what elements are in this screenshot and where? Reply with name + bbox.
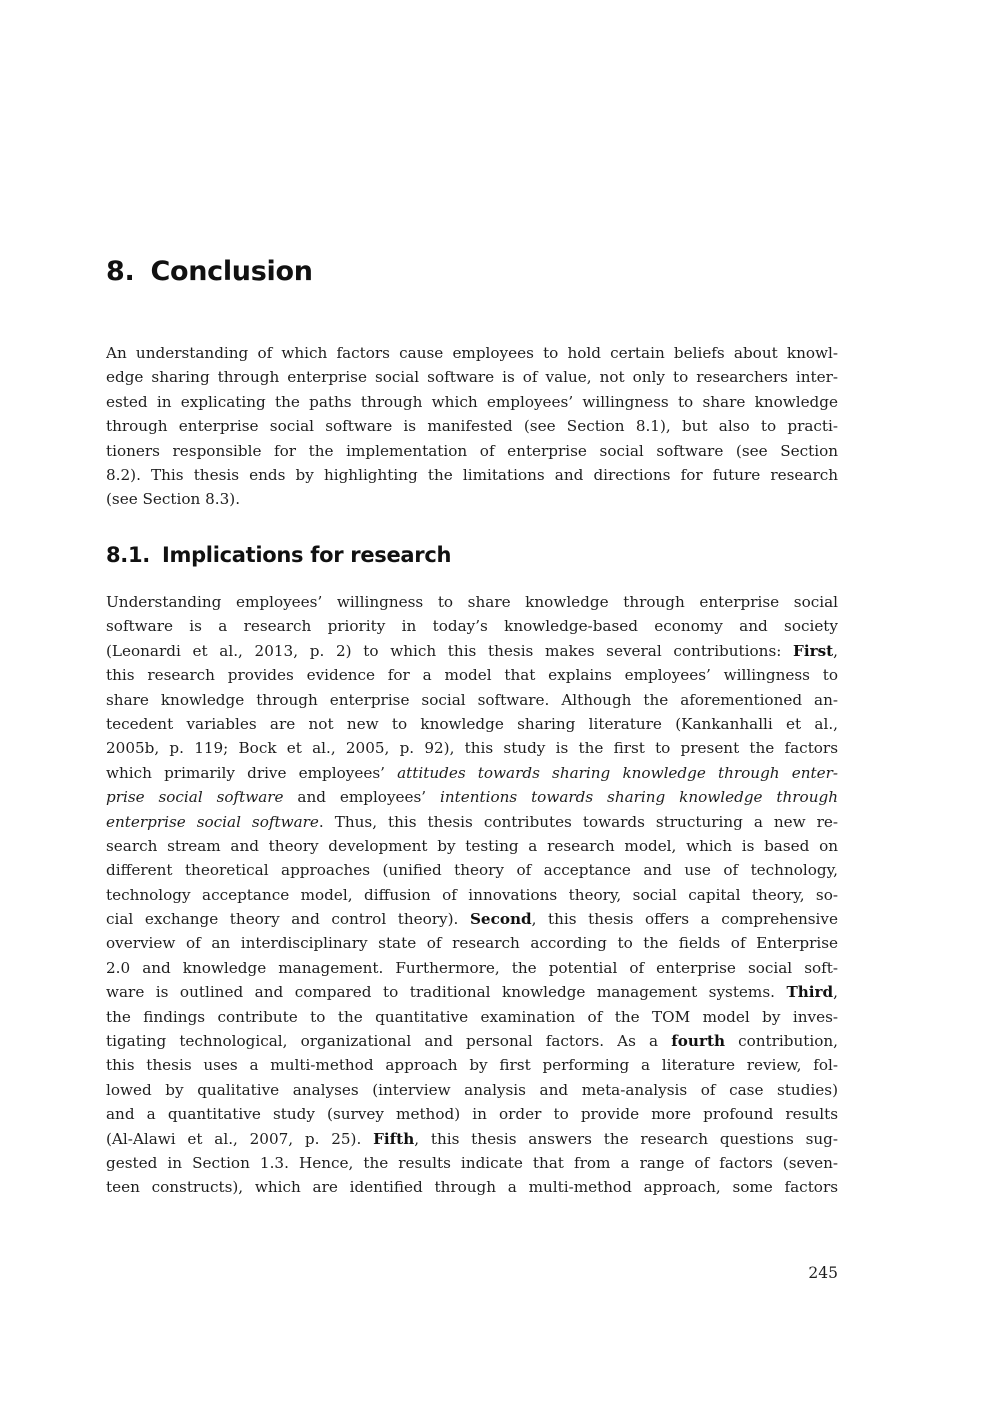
section-number: 8.1.: [106, 543, 150, 567]
paragraph-line: lowed by qualitative analyses (interview analysis and meta-analysis of case studies): [106, 1080, 838, 1099]
paragraph-line: which primarily drive employees’ attitudes towards sharing knowledge through enter-: [106, 763, 838, 782]
paragraph-line: prise social software and employees’ intentions towards sharing knowledge through: [106, 788, 838, 807]
paragraph-line: this thesis uses a multi-method approach by first performing a literature review, fol-: [106, 1056, 838, 1075]
paragraph-line: share knowledge through enterprise social software. Although the aforementioned an-: [106, 690, 838, 709]
page-number: 245: [808, 1264, 838, 1282]
chapter-title: Conclusion: [150, 256, 313, 287]
body-paragraph: [106, 590, 838, 1200]
paragraph-line: teen constructs), which are identified through a multi-method approach, some factors: [106, 1178, 838, 1197]
paragraph-line: Understanding employees’ willingness to share knowledge through enterprise social: [106, 593, 838, 611]
paragraph-line: search stream and theory development by testing a research model, which is based on: [106, 836, 838, 855]
paragraph-line: technology acceptance model, diffusion of innovations theory, social capital theory, so-: [106, 885, 838, 904]
paragraph-line: An understanding of which factors cause employees to hold certain beliefs about knowl-: [106, 344, 838, 362]
emphasis-second: Second: [469, 910, 532, 929]
paragraph-line: edge sharing through enterprise social software is of value, not only to researchers inter-: [106, 368, 838, 387]
italic-phrase: prise social software: [106, 788, 284, 807]
emphasis-third: Third: [786, 983, 834, 1002]
paragraph-line: and a quantitative study (survey method) in order to provide more profound results: [106, 1105, 838, 1124]
paragraph-line: tecedent variables are not new to knowledge sharing literature (Kankanhalli et al.,: [106, 714, 838, 733]
chapter-number: 8.: [106, 256, 135, 287]
paragraph-line: tigating technological, organizational and personal factors. As a fourth contribution,: [106, 1032, 838, 1051]
paragraph-line: through enterprise social software is manifested (see Section 8.1), but also to practi-: [106, 417, 838, 436]
chapter-heading: [106, 256, 313, 287]
paragraph-line: 2005b, p. 119; Bock et al., 2005, p. 92), this study is the first to present the factors: [106, 739, 838, 758]
paragraph-line: overview of an interdisciplinary state of research according to the fields of Enterprise: [106, 934, 838, 953]
italic-phrase: enterprise social software: [106, 812, 319, 831]
paragraph-line: tioners responsible for the implementation of enterprise social software (see Section: [106, 441, 838, 460]
paragraph-line: cial exchange theory and control theory). Second, this thesis offers a comprehensive: [106, 910, 838, 929]
paragraph-line: different theoretical approaches (unified theory of acceptance and use of technology,: [106, 861, 838, 880]
paragraph-line: gested in Section 1.3. Hence, the results indicate that from a range of factors (seven-: [106, 1153, 838, 1172]
paragraph-line: (see Section 8.3).: [106, 490, 241, 509]
italic-phrase: intentions towards sharing knowledge through: [440, 788, 838, 807]
paragraph-line: 2.0 and knowledge management. Furthermore, the potential of enterprise social soft-: [106, 958, 838, 977]
document-page: [106, 0, 838, 1414]
paragraph-line: enterprise social software. Thus, this thesis contributes towards structuring a new re-: [106, 812, 838, 831]
paragraph-line: (Al-Alawi et al., 2007, p. 25). Fifth, this thesis answers the research questions sug-: [106, 1129, 838, 1148]
paragraph-line: ware is outlined and compared to traditional knowledge management systems. Third,: [106, 983, 838, 1002]
intro-paragraph: [106, 341, 838, 512]
paragraph-line: this research provides evidence for a model that explains employees’ willingness to: [106, 666, 838, 685]
italic-phrase: attitudes towards sharing knowledge through enter-: [397, 763, 838, 782]
paragraph-line: the findings contribute to the quantitative examination of the TOM model by inves-: [106, 1007, 838, 1026]
section-title: Implications for research: [161, 543, 452, 567]
emphasis-first: First: [793, 641, 834, 660]
paragraph-line: software is a research priority in today’s knowledge-based economy and society: [106, 617, 838, 636]
paragraph-line: ested in explicating the paths through which employees’ willingness to share knowledge: [106, 392, 838, 411]
paragraph-line: (Leonardi et al., 2013, p. 2) to which this thesis makes several contributions: First,: [106, 641, 838, 660]
emphasis-fifth: Fifth: [373, 1129, 415, 1148]
emphasis-fourth: fourth: [671, 1032, 725, 1051]
paragraph-line: 8.2). This thesis ends by highlighting the limitations and directions for future research: [106, 465, 838, 484]
section-heading: [106, 543, 451, 567]
